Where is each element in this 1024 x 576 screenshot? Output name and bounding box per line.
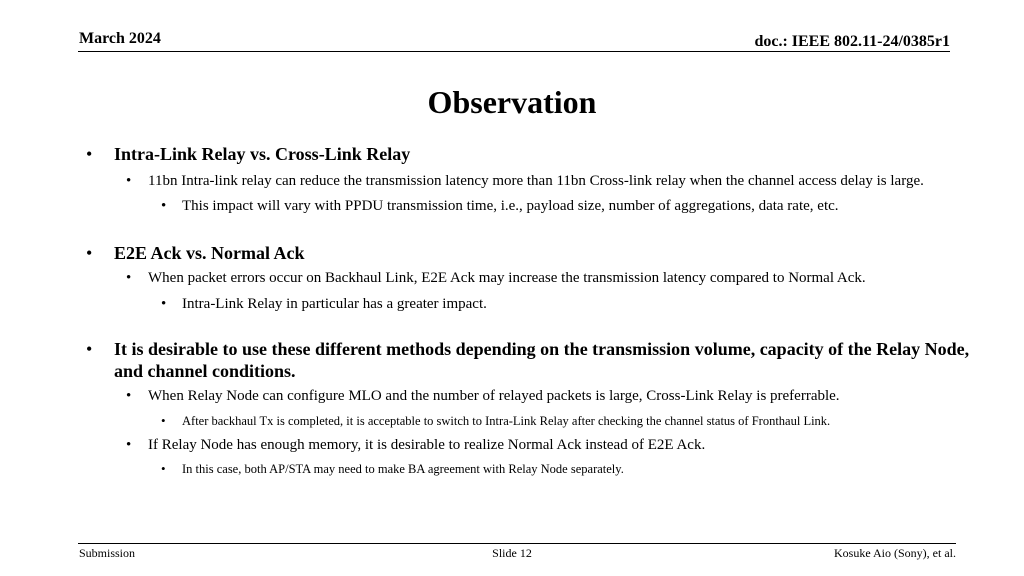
section-2-heading-text: E2E Ack vs. Normal Ack	[114, 243, 305, 263]
header-doc-id: doc.: IEEE 802.11-24/0385r1	[754, 33, 950, 50]
section-1-heading	[84, 143, 984, 165]
bullet: •	[161, 461, 166, 476]
section-3-detail-2	[84, 460, 984, 478]
footer-authors: Kosuke Aio (Sony), et al.	[834, 546, 956, 560]
section-3-heading	[84, 338, 984, 382]
section-1-detail-text: This impact will vary with PPDU transmission time, i.e., payload size, number of aggregations, data rate, etc.	[182, 198, 839, 214]
footer-slide-number: Slide 12	[492, 546, 532, 560]
slide-title: Observation	[427, 84, 597, 120]
section-2-point-text: When packet errors occur on Backhaul Link, E2E Ack may increase the transmission latency compared to Normal Ack.	[148, 270, 866, 286]
section-2-detail	[84, 294, 984, 314]
section-3-heading-text: It is desirable to use these different methods depending on the transmission volume, capacity of the Relay Node, and channel conditions.	[114, 339, 970, 381]
bullet: •	[161, 296, 167, 312]
section-3-point-1-text: When Relay Node can configure MLO and the number of relayed packets is large, Cross-Link Relay is preferrable.	[148, 388, 840, 404]
slide-content	[84, 143, 984, 478]
section-1-point-text: 11bn Intra-link relay can reduce the transmission latency more than 11bn Cross-link relay when the channel access delay is large.	[148, 173, 924, 189]
section-3-detail-1	[84, 412, 984, 430]
section-3-detail-1-text: After backhaul Tx is completed, it is acceptable to switch to Intra-Link Relay after checking the channel status of Fronthaul Link.	[182, 414, 831, 428]
header-date: March 2024	[79, 30, 161, 47]
section-1-detail	[84, 196, 984, 216]
section-2-heading	[84, 242, 984, 264]
section-3-point-2	[84, 435, 984, 455]
section-2-detail-text: Intra-Link Relay in particular has a greater impact.	[182, 296, 487, 312]
bullet: •	[126, 437, 132, 453]
bullet: •	[86, 144, 93, 164]
bullet: •	[161, 413, 166, 428]
bullet: •	[86, 339, 93, 359]
section-3-point-1	[84, 386, 984, 406]
bullet: •	[126, 270, 132, 286]
bullet: •	[161, 198, 167, 214]
section-3-point-2-text: If Relay Node has enough memory, it is desirable to realize Normal Ack instead of E2E Ack.	[148, 437, 706, 453]
section-1-point	[84, 171, 984, 191]
section-3-detail-2-text: In this case, both AP/STA may need to make BA agreement with Relay Node separately.	[182, 462, 624, 476]
footer-divider	[78, 543, 956, 544]
footer-submission: Submission	[79, 546, 136, 560]
bullet: •	[126, 388, 132, 404]
bullet: •	[126, 173, 132, 189]
section-1-heading-text: Intra-Link Relay vs. Cross-Link Relay	[114, 144, 411, 164]
bullet: •	[86, 243, 93, 263]
header-divider	[78, 51, 950, 52]
section-2-point	[84, 268, 984, 288]
